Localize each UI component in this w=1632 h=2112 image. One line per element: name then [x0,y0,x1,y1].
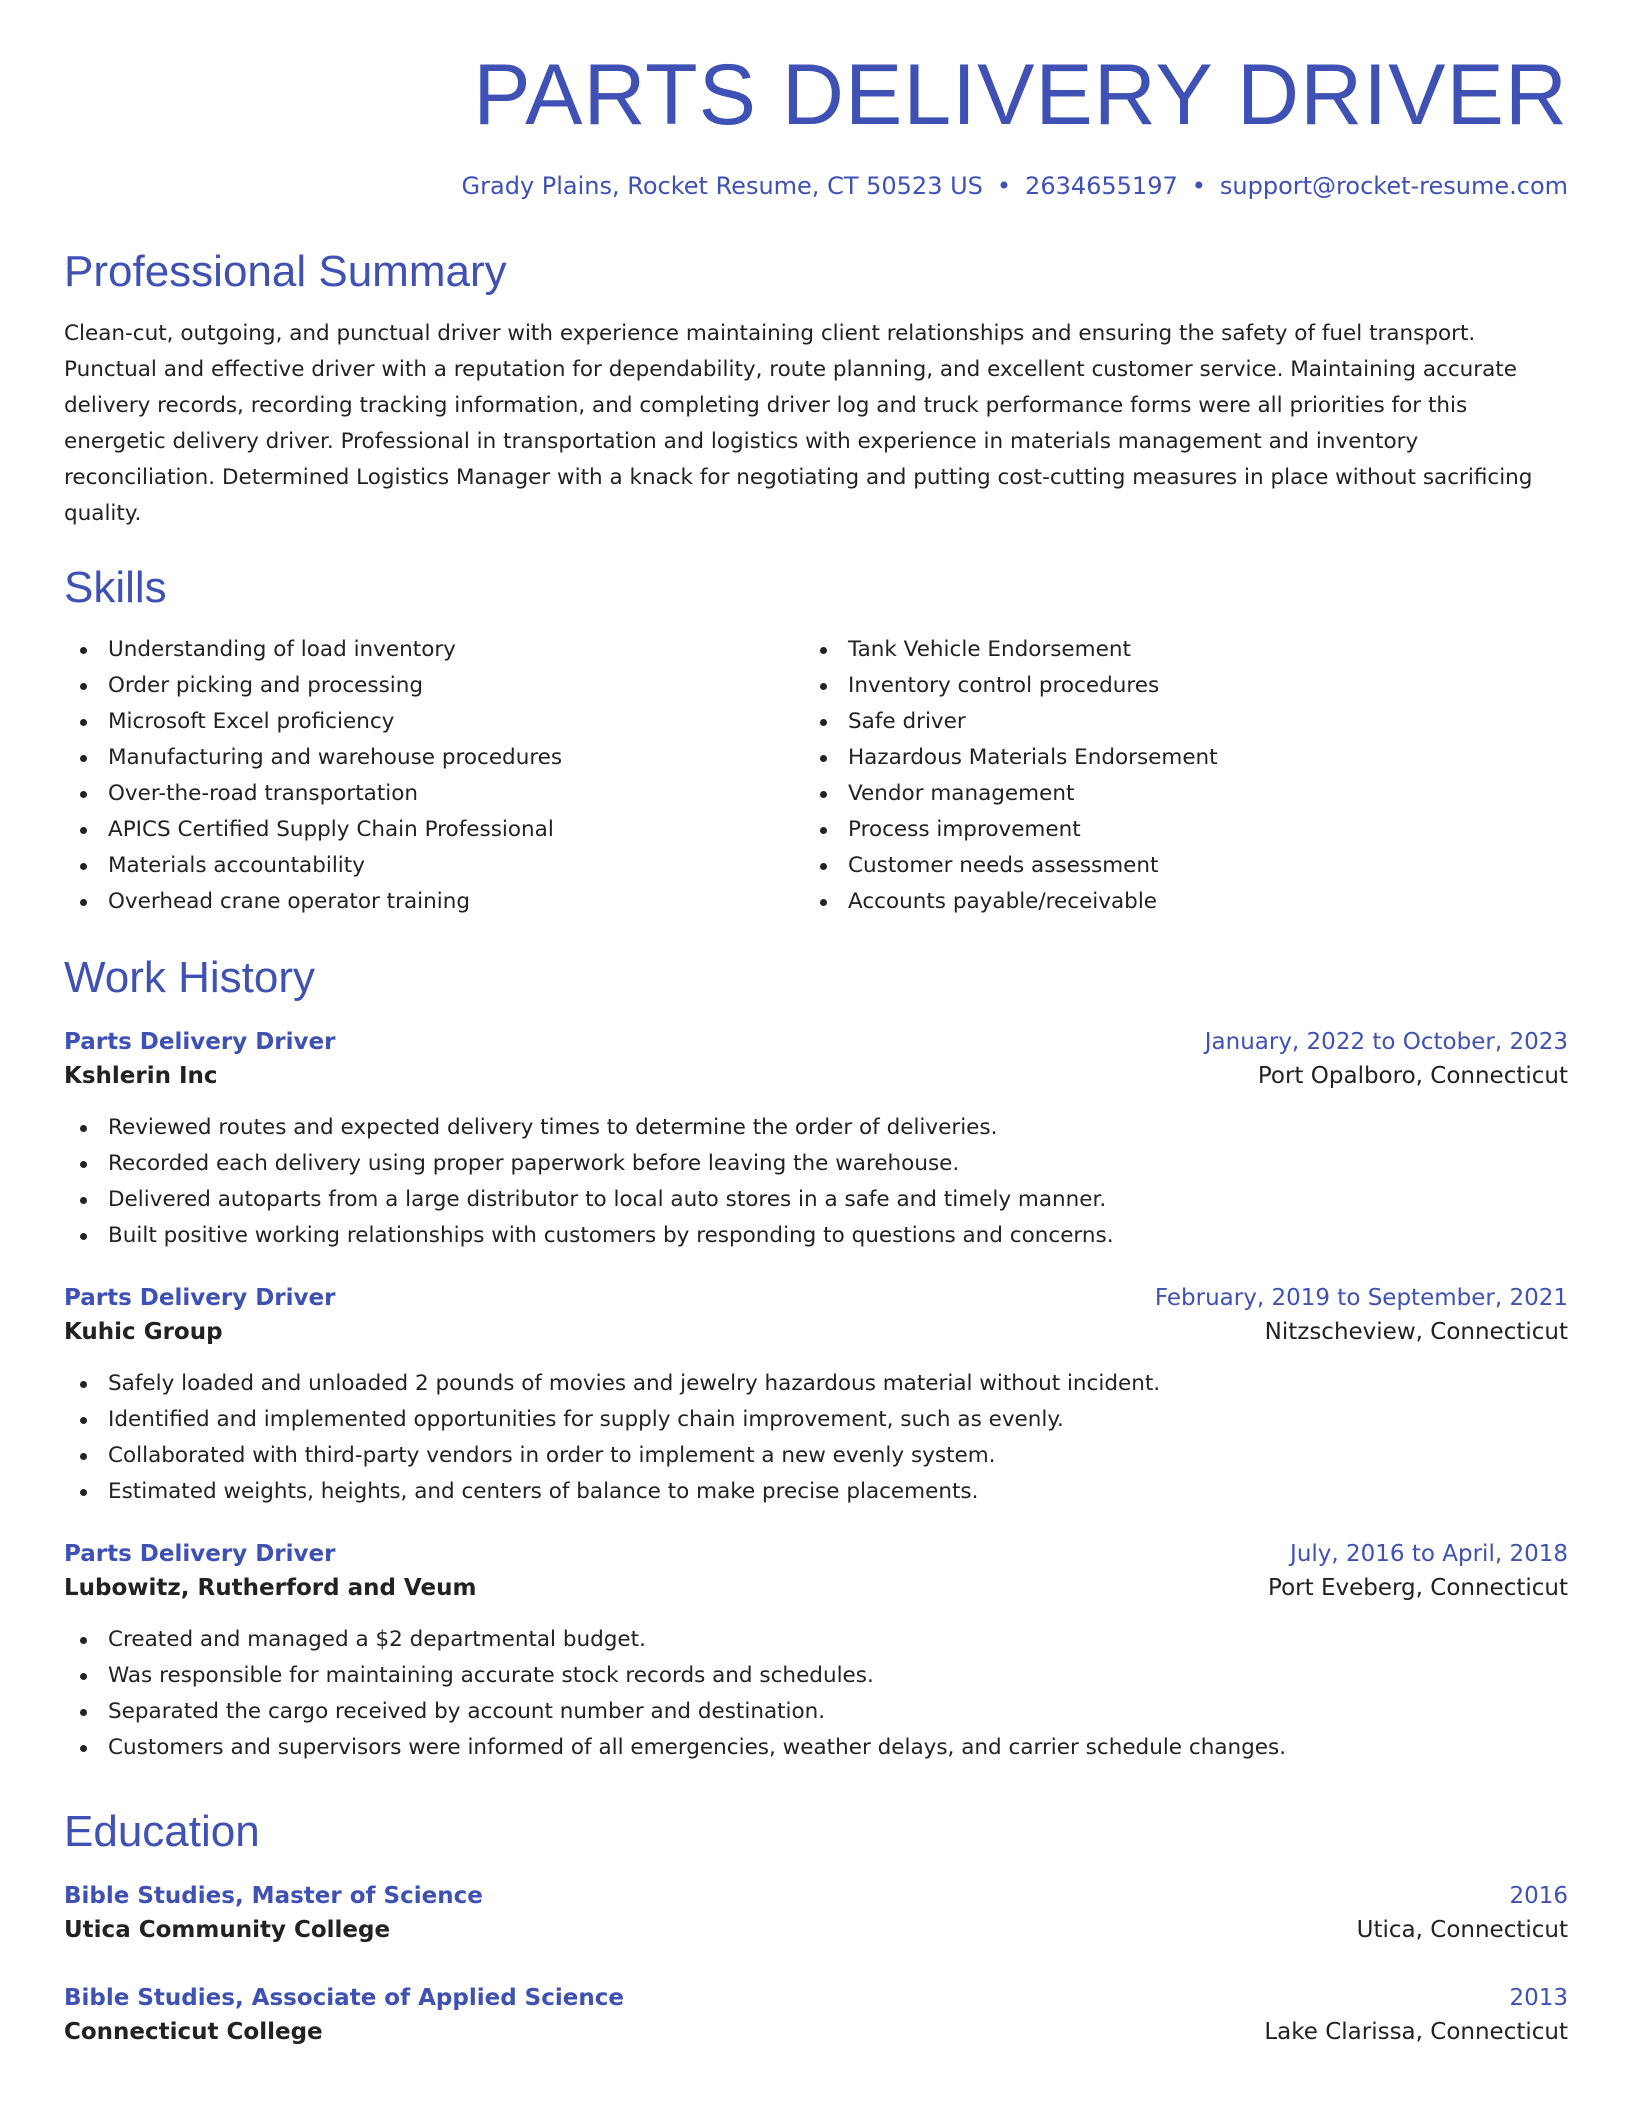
contact-separator: • [1191,172,1206,200]
job-duty: Safely loaded and unloaded 2 pounds of movies and jewelry hazardous material without incident. [64,1366,1568,1402]
skill-item: Order picking and processing [64,668,804,704]
job-duty: Recorded each delivery using proper paperwork before leaving the warehouse. [64,1146,1568,1182]
summary-text: Clean-cut, outgoing, and punctual driver with experience maintaining client relationships and ensuring the safety of fuel transport. Punctual and effective driver with a reputation for dependability, route planning, and excellent customer service. Maintaining accurate delivery records, recording tracking information, and completing driver log and truck performance forms were all priorities for this energetic delivery driver. Professional in transportation and logistics with experience in materials management and inventory reconciliation. Determined Logistics Manager with a knack for negotiating and putting cost-cutting measures in place without sacrificing quality. [64,321,1533,526]
job-entry [64,1282,1568,1510]
summary-heading: Professional Summary [64,247,507,296]
contact-address: Grady Plains, Rocket Resume, CT 50523 US [461,172,983,200]
education-location: Utica, Connecticut [1356,1917,1568,1943]
skill-item: Hazardous Materials Endorsement [804,740,1218,776]
skills-heading: Skills [64,563,167,612]
job-duty: Estimated weights, heights, and centers of balance to make precise placements. [64,1474,1568,1510]
education-school: Utica Community College [64,1917,391,1943]
contact-separator: • [996,172,1012,200]
job-duty: Reviewed routes and expected delivery times to determine the order of deliveries. [64,1110,1568,1146]
education-entry [64,1880,1568,1948]
job-duties [64,1622,1568,1766]
job-company: Lubowitz, Rutherford and Veum [64,1575,477,1601]
skill-item: Accounts payable/receivable [804,884,1218,920]
job-duty: Identified and implemented opportunities for supply chain improvement, such as evenly. [64,1402,1568,1438]
contact-email[interactable]: support@rocket-resume.com [1219,172,1568,200]
skills-column-right [804,632,1218,920]
skill-item: APICS Certified Supply Chain Professional [64,812,804,848]
skills-column-left [64,632,804,920]
skill-item: Safe driver [804,704,1218,740]
job-location: Port Eveberg, Connecticut [1268,1575,1568,1601]
skill-item: Manufacturing and warehouse procedures [64,740,804,776]
job-dates: January, 2022 to October, 2023 [1204,1029,1568,1055]
job-title: Parts Delivery Driver [64,1541,336,1567]
education-degree: Bible Studies, Master of Science [64,1883,483,1909]
job-duty: Separated the cargo received by account number and destination. [64,1694,1568,1730]
skill-item: Microsoft Excel proficiency [64,704,804,740]
resume-name: PARTS DELIVERY DRIVER [473,47,1568,143]
job-location: Port Opalboro, Connecticut [1257,1063,1568,1089]
work-history-heading: Work History [64,953,315,1002]
job-location: Nitzscheview, Connecticut [1264,1319,1568,1345]
job-duty: Created and managed a $2 departmental budget. [64,1622,1568,1658]
work-history-list [64,1026,1568,1766]
resume-header [64,0,1568,198]
education-year: 2016 [1509,1883,1568,1909]
skills-list [64,632,1568,920]
job-entry [64,1538,1568,1766]
skill-item: Customer needs assessment [804,848,1218,884]
contact-phone: 2634655197 [1025,172,1178,200]
job-dates: July, 2016 to April, 2018 [1290,1541,1568,1567]
job-duty: Customers and supervisors were informed of all emergencies, weather delays, and carrier schedule changes. [64,1730,1568,1766]
skill-item: Understanding of load inventory [64,632,804,668]
job-company: Kuhic Group [64,1319,223,1345]
job-duties [64,1366,1568,1510]
job-title: Parts Delivery Driver [64,1029,336,1055]
education-degree: Bible Studies, Associate of Applied Science [64,1985,624,2011]
education-heading: Education [64,1807,260,1856]
job-duty: Delivered autoparts from a large distributor to local auto stores in a safe and timely manner. [64,1182,1568,1218]
job-title: Parts Delivery Driver [64,1285,336,1311]
job-duty: Collaborated with third-party vendors in order to implement a new evenly system. [64,1438,1568,1474]
job-dates: February, 2019 to September, 2021 [1154,1285,1568,1311]
job-duty: Built positive working relationships with customers by responding to questions and concerns. [64,1218,1568,1254]
contact-line [64,174,1568,198]
education-entry [64,1982,1568,2050]
skill-item: Vendor management [804,776,1218,812]
skill-item: Materials accountability [64,848,804,884]
job-duty: Was responsible for maintaining accurate stock records and schedules. [64,1658,1568,1694]
job-duties [64,1110,1568,1254]
education-school: Connecticut College [64,2019,323,2045]
skill-item: Inventory control procedures [804,668,1218,704]
education-year: 2013 [1509,1985,1568,2011]
skill-item: Overhead crane operator training [64,884,804,920]
skill-item: Process improvement [804,812,1218,848]
job-company: Kshlerin Inc [64,1063,218,1089]
skill-item: Over-the-road transportation [64,776,804,812]
skill-item: Tank Vehicle Endorsement [804,632,1218,668]
education-location: Lake Clarissa, Connecticut [1264,2019,1568,2045]
job-entry [64,1026,1568,1254]
